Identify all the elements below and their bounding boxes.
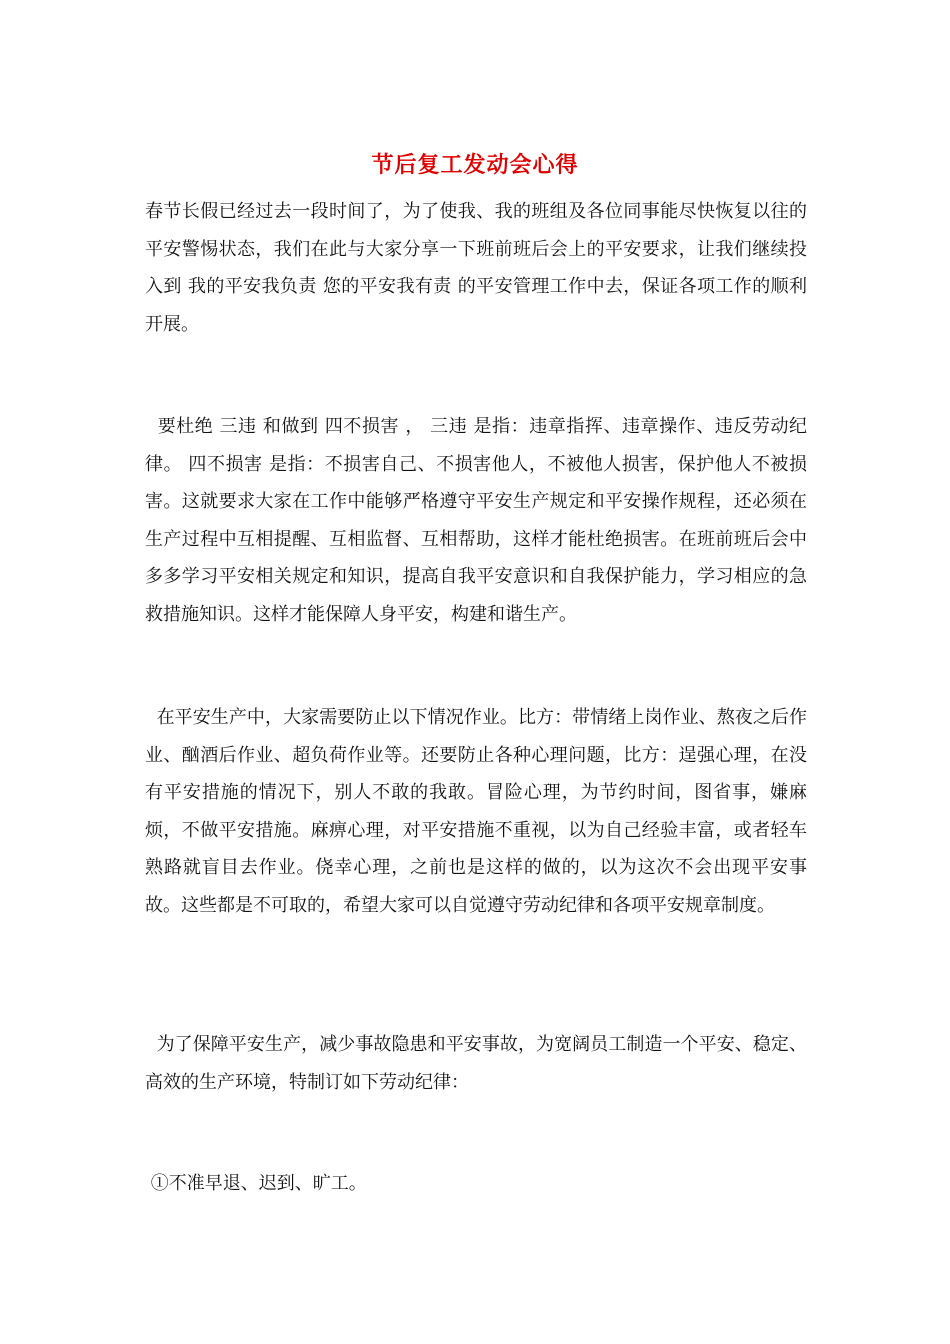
paragraph-1: 春节长假已经过去一段时间了，为了使我、我的班组及各位同事能尽快恢复以往的平安警惕状态，我们在此与大家分享一下班前班后会上的平安要求，让我们继续投入到 我的平安我负责 您的平安我有责 的平安管理工作中去，保证各项工作的顺利开展。 — [145, 201, 807, 335]
paragraph-2: 要杜绝 三违 和做到 四不损害 ， 三违 是指：违章指挥、违章操作、违反劳动纪律。 四不损害 是指：不损害自己、不损害他人，不被他人损害，保护他人不被损害。这就要求大家在工作中能够严格遵守平安生产规定和平安操作规程，还必须在生产过程中互相提醒、互相监督、互相帮助，这样才能杜绝损害。在班前班后会中多多学习平安相关规定和知识，提高自我平安意识和自我保护能力，学习相应的急救措施知识。这样才能保障人身平安，构建和谐生产。 — [145, 416, 807, 625]
paragraph-4: 为了保障平安生产，减少事故隐患和平安事故，为宽阔员工制造一个平安、稳定、高效的生产环境，特制订如下劳动纪律： — [145, 1034, 807, 1093]
document-title: 节后复工发动会心得 — [371, 152, 579, 178]
paragraph-3: 在平安生产中，大家需要防止以下情况作业。比方：带情绪上岗作业、熬夜之后作业、酗酒后作业、超负荷作业等。还要防止各种心理问题，比方：逞强心理，在没有平安措施的情况下，别人不敢的我敢。冒险心理，为节约时间，图省事，嫌麻烦，不做平安措施。麻痹心理，对平安措施不重视，以为自己经验丰富，或者轻车熟路就盲目去作业。侥幸心理，之前也是这样的做的，以为这次不会出现平安事故。这些都是不可取的，希望大家可以自觉遵守劳动纪律和各项平安规章制度。 — [145, 707, 807, 916]
paragraph-5-list-item: ①不准早退、迟到、旷工。 — [145, 1173, 367, 1194]
